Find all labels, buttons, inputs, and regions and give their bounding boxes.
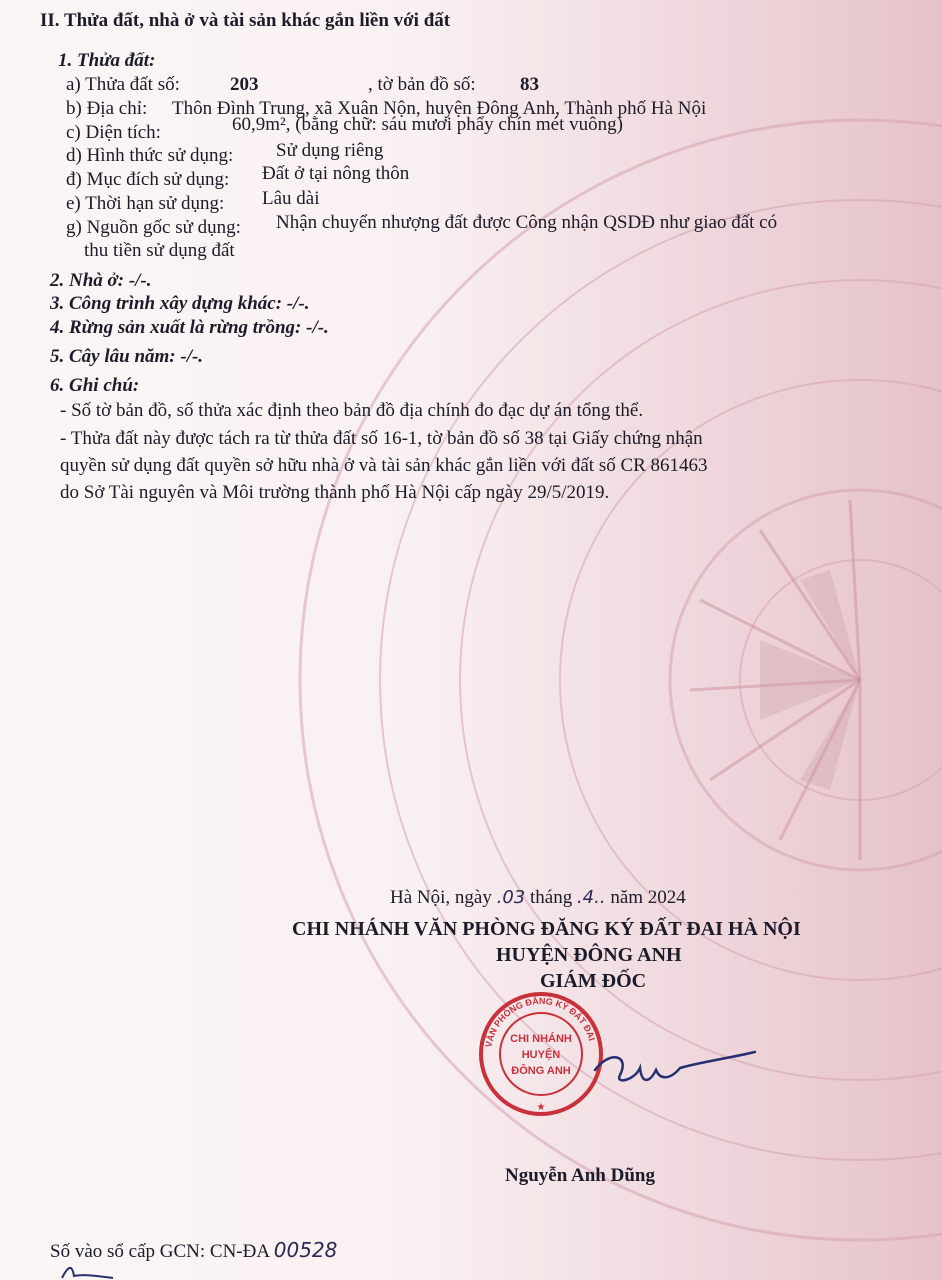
notes-line-1: - Số tờ bản đồ, số thửa xác định theo bản đồ địa chính đo đạc dự án tổng thể. (60, 400, 644, 421)
house-value: -/-. (128, 270, 152, 291)
issuing-office: CHI NHÁNH VĂN PHÒNG ĐĂNG KÝ ĐẤT ĐAI HÀ NỘI (292, 918, 801, 940)
house-heading: 2. Nhà ở: (50, 270, 125, 291)
map-sheet-label: , tờ bản đồ số: (368, 74, 476, 95)
date-month-label: tháng (529, 887, 573, 908)
svg-text:★: ★ (536, 1102, 546, 1113)
address-label: b) Địa chỉ: (66, 98, 148, 119)
area-value: 60,9m², (bằng chữ: sáu mươi phẩy chín mét vuông) (232, 114, 623, 135)
origin-value-2: thu tiền sử dụng đất (84, 240, 235, 261)
issuing-district: HUYỆN ĐÔNG ANH (496, 944, 682, 966)
usage-purpose-value: Đất ở tại nông thôn (262, 163, 410, 184)
map-sheet-value: 83 (520, 74, 539, 95)
handwritten-mark (58, 1258, 118, 1280)
svg-text:CHI NHÁNH: CHI NHÁNH (510, 1033, 572, 1045)
forest-value: -/-. (306, 317, 329, 338)
usage-term-value: Lâu dài (262, 188, 320, 209)
svg-text:HUYỆN: HUYỆN (521, 1049, 561, 1061)
other-works-value: -/-. (286, 293, 310, 314)
svg-text:VĂN PHÒNG ĐĂNG KÝ ĐẤT ĐAI: VĂN PHÒNG ĐĂNG KÝ ĐẤT ĐAI (483, 995, 598, 1049)
date-prefix: Hà Nội, ngày (390, 887, 492, 908)
date-day: .03 (496, 887, 526, 908)
forest-heading: 4. Rừng sản xuất là rừng trồng: (50, 317, 302, 338)
date-month: .4.. (576, 887, 606, 908)
parcel-number-label: a) Thửa đất số: (66, 74, 180, 95)
address-value: Thôn Đình Trung, xã Xuân Nộn, huyện Đông Anh, Thành phố Hà Nội (172, 98, 707, 119)
perennial-value: -/-. (180, 346, 204, 367)
usage-purpose-label: đ) Mục đích sử dụng: (66, 169, 230, 190)
date-year: năm 2024 (610, 887, 686, 908)
usage-term-label: e) Thời hạn sử dụng: (66, 193, 225, 214)
section-title: II. Thửa đất, nhà ở và tài sản khác gắn liền với đất (40, 10, 451, 31)
notes-line-3: quyền sử dụng đất quyền sở hữu nhà ở và tài sản khác gắn liền với đất số CR 861463 (60, 455, 708, 476)
land-heading: 1. Thửa đất: (58, 50, 156, 71)
registry-number-value: 00528 (273, 1238, 338, 1262)
svg-text:ĐÔNG ANH: ĐÔNG ANH (511, 1065, 571, 1077)
signing-date (390, 887, 686, 909)
handwritten-signature (590, 1040, 760, 1100)
origin-value-1: Nhận chuyển nhượng đất được Công nhận QSDĐ như giao đất có (276, 212, 778, 233)
notes-line-2: - Thửa đất này được tách ra từ thửa đất số 16-1, tờ bản đồ số 38 tại Giấy chứng nhận (60, 428, 703, 449)
signer-name: Nguyễn Anh Dũng (505, 1165, 655, 1186)
parcel-number-value: 203 (230, 74, 259, 95)
usage-form-label: d) Hình thức sử dụng: (66, 145, 234, 166)
perennial-heading: 5. Cây lâu năm: (50, 346, 176, 367)
signer-position: GIÁM ĐỐC (540, 970, 647, 992)
origin-label: g) Nguồn gốc sử dụng: (66, 217, 241, 238)
notes-heading: 6. Ghi chú: (50, 375, 140, 396)
other-works-heading: 3. Công trình xây dựng khác: (50, 293, 283, 314)
area-label: c) Diện tích: (66, 122, 161, 143)
registry-label: Số vào sổ cấp GCN: CN-ĐA (50, 1241, 270, 1262)
usage-form-value: Sử dụng riêng (276, 140, 384, 161)
notes-line-4: do Sở Tài nguyên và Môi trường thành phố Hà Nội cấp ngày 29/5/2019. (60, 482, 610, 503)
